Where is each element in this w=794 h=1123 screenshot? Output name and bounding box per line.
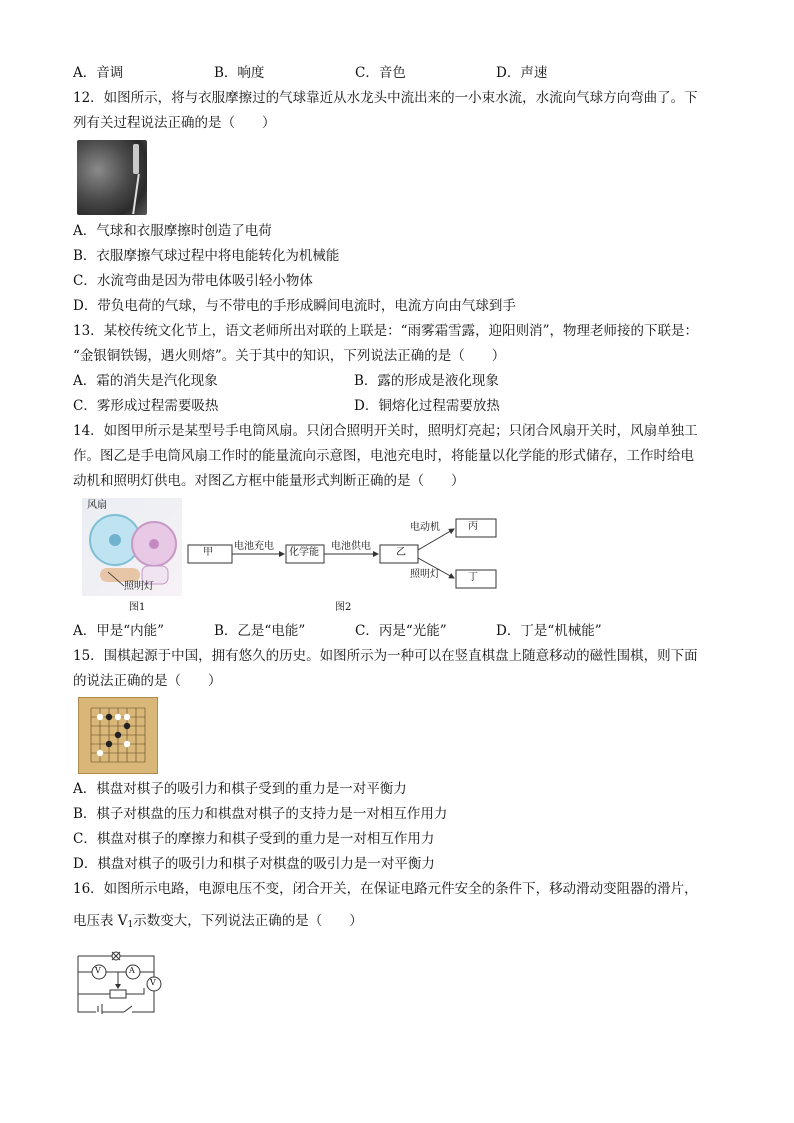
q13-option-b[interactable]: B．露的形成是液化现象 (354, 373, 499, 389)
box-yi-label: 乙 (396, 547, 406, 558)
q15-option-a[interactable]: A．棋盘对棋子的吸引力和棋子受到的重力是一对平衡力 (73, 781, 407, 797)
q12-option-b[interactable]: B．衣服摩擦气球过程中将电能转化为机械能 (73, 248, 340, 264)
q15-option-c[interactable]: C．棋盘对棋子的摩擦力和棋子受到的重力是一对相互作用力 (73, 831, 435, 847)
box-jia-label: 甲 (203, 547, 213, 558)
voltmeter-v2-label: V (150, 978, 156, 987)
box-ding-label: 丁 (468, 572, 478, 583)
box-chemical-label: 化学能 (289, 547, 319, 558)
q16-stem-post: 示数变大，下列说法正确的是（ ） (133, 913, 363, 929)
q14-option-c[interactable]: C．丙是“光能” (355, 623, 447, 639)
q15-stem-line2: 的说法正确的是（ ） (73, 673, 222, 689)
q13-option-d[interactable]: D．铜熔化过程需要放热 (354, 398, 500, 414)
q12-stem-line2: 列有关过程说法正确的是（ ） (73, 115, 276, 131)
box-bing-label: 丙 (468, 521, 478, 532)
fig1-lamp-label: 照明灯 (124, 581, 154, 592)
q16-voltmeter-subscript: 1 (127, 920, 134, 930)
branch-motor-label: 电动机 (410, 522, 440, 533)
fig1-caption: 图1 (129, 602, 146, 613)
q14-stem-line1: 14．如图甲所示是某型号手电筒风扇。只闭合照明开关时，照明灯亮起；只闭合风扇开关时，风扇单独工 (73, 423, 698, 439)
balloon-water-photo (77, 140, 147, 215)
slider-arrow-icon (115, 984, 121, 989)
q13-stem-line1: 13．某校传统文化节上，语文老师所出对联的上联是：“雨雾霜雪露，迎阳则消”，物理老师接的下联是： (73, 323, 698, 339)
q11-option-c[interactable]: C．音色 (355, 65, 406, 81)
q11-option-d[interactable]: D．声速 (496, 65, 548, 81)
arrow-charge-label: 电池充电 (234, 541, 274, 552)
q14-option-b[interactable]: B．乙是“电能” (214, 623, 306, 639)
q12-option-a[interactable]: A．气球和衣服摩擦时创造了电荷 (73, 223, 272, 239)
q15-option-b[interactable]: B．棋子对棋盘的压力和棋盘对棋子的支持力是一对相互作用力 (73, 806, 448, 822)
q12-option-c[interactable]: C．水流弯曲是因为带电体吸引轻小物体 (73, 273, 313, 289)
water-stream-shape (132, 174, 140, 214)
q13-option-a[interactable]: A．霜的消失是汽化现象 (73, 373, 218, 389)
q13-stem-line2: “金银铜铁锡，遇火则熔”。关于其中的知识，下列说法正确的是（ ） (73, 348, 506, 364)
q15-option-d[interactable]: D．棋盘对棋子的吸引力和棋子对棋盘的吸引力是一对平衡力 (73, 856, 435, 872)
q14-stem-line3: 动机和照明灯供电。对图乙方框中能量形式判断正确的是（ ） (73, 473, 465, 489)
q11-option-a[interactable]: A．音调 (73, 65, 124, 81)
q12-option-d[interactable]: D．带负电荷的气球，与不带电的手形成瞬间电流时，电流方向由气球到手 (73, 298, 516, 314)
voltmeter-v1-label: V (95, 966, 101, 975)
go-board-photo (78, 697, 158, 774)
q14-option-a[interactable]: A．甲是“内能” (73, 623, 165, 639)
q14-stem-line2: 作。图乙是手电筒风扇工作时的能量流向示意图，电池充电时，将能量以化学能的形式储存，工作时给电 (73, 448, 694, 464)
faucet-shape (133, 144, 139, 174)
q16-stem-pre: 电压表 V (73, 913, 128, 929)
q15-stem-line1: 15．围棋起源于中国，拥有悠久的历史。如图所示为一种可以在竖直棋盘上随意移动的磁性围棋，则下面 (73, 648, 698, 664)
fig1-fan-label: 风扇 (87, 500, 107, 511)
branch-lamp-label: 照明灯 (410, 569, 440, 580)
fig2-caption: 图2 (335, 602, 352, 613)
q14-option-d[interactable]: D．丁是“机械能” (496, 623, 602, 639)
q11-option-b[interactable]: B．响度 (214, 65, 265, 81)
q16-stem-line2 (73, 912, 363, 934)
ammeter-label: A (129, 966, 135, 975)
q13-option-c[interactable]: C．雾形成过程需要吸热 (73, 398, 219, 414)
go-board-illustration (79, 698, 157, 773)
q16-stem-line1: 16．如图所示电路，电源电压不变，闭合开关，在保证电路元件安全的条件下，移动滑动变阻器的滑片， (73, 881, 698, 897)
q12-stem-line1: 12．如图所示，将与衣服摩擦过的气球靠近从水龙头中流出来的一小束水流，水流向气球方向弯曲了。下 (73, 90, 698, 106)
arrow-supply-label: 电池供电 (331, 541, 371, 552)
